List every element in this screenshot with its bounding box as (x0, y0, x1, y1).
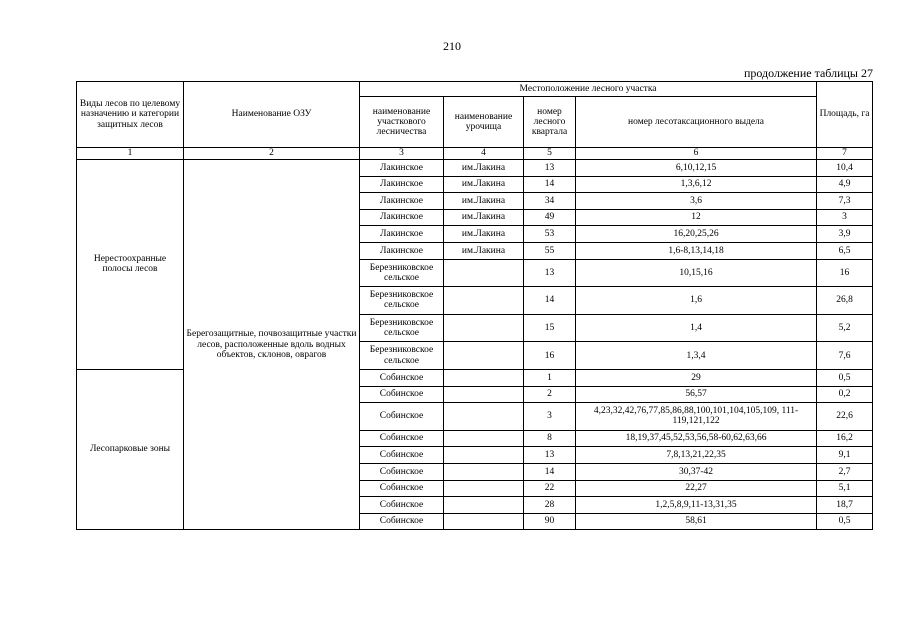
quarter-cell: 49 (524, 209, 576, 226)
tract-cell (444, 480, 524, 497)
plots-cell: 4,23,32,42,76,77,85,86,88,100,101,104,105,109, 111-119,121,122 (576, 403, 817, 431)
quarter-cell: 34 (524, 193, 576, 210)
area-cell: 16,2 (817, 430, 873, 447)
tract-cell (444, 430, 524, 447)
tract-cell (444, 342, 524, 370)
header-plots: номер лесотаксационного выдела (576, 97, 817, 148)
plots-cell: 29 (576, 369, 817, 386)
area-cell: 5,2 (817, 314, 873, 342)
area-cell: 2,7 (817, 463, 873, 480)
area-cell: 6,5 (817, 242, 873, 259)
quarter-cell: 13 (524, 447, 576, 464)
tract-cell: им.Лакина (444, 226, 524, 243)
area-cell: 9,1 (817, 447, 873, 464)
header-location-group: Местоположение лесного участка (360, 82, 817, 97)
forestry-cell: Собинское (360, 386, 444, 403)
table-row (77, 160, 873, 177)
column-number: 6 (576, 148, 817, 160)
page-number: 210 (443, 39, 461, 53)
area-cell: 3 (817, 209, 873, 226)
area-cell: 10,4 (817, 160, 873, 177)
quarter-cell: 22 (524, 480, 576, 497)
column-number: 2 (184, 148, 360, 160)
area-cell: 3,9 (817, 226, 873, 243)
plots-cell: 1,4 (576, 314, 817, 342)
column-number: 4 (444, 148, 524, 160)
column-number: 1 (77, 148, 184, 160)
column-number: 3 (360, 148, 444, 160)
tract-cell: им.Лакина (444, 160, 524, 177)
quarter-cell: 16 (524, 342, 576, 370)
column-number: 5 (524, 148, 576, 160)
area-cell: 26,8 (817, 287, 873, 315)
plots-cell: 7,8,13,21,22,35 (576, 447, 817, 464)
forestry-cell: Собинское (360, 497, 444, 514)
tract-cell: им.Лакина (444, 242, 524, 259)
quarter-cell: 53 (524, 226, 576, 243)
header-area: Площадь, га (817, 82, 873, 148)
plots-cell: 1,3,6,12 (576, 176, 817, 193)
forestry-cell: Лакинское (360, 209, 444, 226)
column-number: 7 (817, 148, 873, 160)
plots-cell: 1,6-8,13,14,18 (576, 242, 817, 259)
area-cell: 4,9 (817, 176, 873, 193)
area-cell: 5,1 (817, 480, 873, 497)
quarter-cell: 3 (524, 403, 576, 431)
quarter-cell: 1 (524, 369, 576, 386)
quarter-cell: 2 (524, 386, 576, 403)
forestry-cell: Собинское (360, 463, 444, 480)
plots-cell: 1,3,4 (576, 342, 817, 370)
forestry-cell: Березниковское сельское (360, 342, 444, 370)
forestry-cell: Собинское (360, 403, 444, 431)
tract-cell (444, 447, 524, 464)
plots-cell: 56,57 (576, 386, 817, 403)
plots-cell: 3,6 (576, 193, 817, 210)
quarter-cell: 15 (524, 314, 576, 342)
header-forest-type: Виды лесов по целевому назначению и категории защитных лесов (77, 82, 184, 148)
quarter-cell: 8 (524, 430, 576, 447)
tract-cell (444, 403, 524, 431)
plots-cell: 10,15,16 (576, 259, 817, 287)
ozu-name-cell: Берегозащитные, почвозащитные участки лесов, расположенные вдоль водных объектов, склонов, оврагов (184, 160, 360, 530)
forestry-cell: Лакинское (360, 176, 444, 193)
forest-table (76, 81, 873, 530)
plots-cell: 22,27 (576, 480, 817, 497)
tract-cell (444, 386, 524, 403)
area-cell: 7,3 (817, 193, 873, 210)
quarter-cell: 13 (524, 259, 576, 287)
forestry-cell: Собинское (360, 480, 444, 497)
quarter-cell: 14 (524, 463, 576, 480)
forestry-cell: Березниковское сельское (360, 314, 444, 342)
forestry-cell: Лакинское (360, 242, 444, 259)
continuation-label: продолжение таблицы 27 (743, 66, 873, 80)
area-cell: 22,6 (817, 403, 873, 431)
area-cell: 16 (817, 259, 873, 287)
tract-cell: им.Лакина (444, 209, 524, 226)
quarter-cell: 55 (524, 242, 576, 259)
plots-cell: 30,37-42 (576, 463, 817, 480)
tract-cell (444, 314, 524, 342)
plots-cell: 1,2,5,8,9,11-13,31,35 (576, 497, 817, 514)
forestry-cell: Собинское (360, 430, 444, 447)
tract-cell (444, 513, 524, 530)
quarter-cell: 13 (524, 160, 576, 177)
tract-cell (444, 463, 524, 480)
quarter-cell: 28 (524, 497, 576, 514)
plots-cell: 6,10,12,15 (576, 160, 817, 177)
forestry-cell: Собинское (360, 447, 444, 464)
forestry-cell: Березниковское сельское (360, 287, 444, 315)
tract-cell: им.Лакина (444, 193, 524, 210)
quarter-cell: 14 (524, 176, 576, 193)
category-cell: Лесопарковые зоны (77, 369, 184, 529)
forestry-cell: Лакинское (360, 226, 444, 243)
plots-cell: 18,19,37,45,52,53,56,58-60,62,63,66 (576, 430, 817, 447)
header-forestry: наименование участкового лесничества (360, 97, 444, 148)
area-cell: 0,2 (817, 386, 873, 403)
header-quarter: номер лесного квартала (524, 97, 576, 148)
area-cell: 0,5 (817, 369, 873, 386)
tract-cell (444, 259, 524, 287)
plots-cell: 1,6 (576, 287, 817, 315)
plots-cell: 58,61 (576, 513, 817, 530)
header-ozu-name: Наименование ОЗУ (184, 82, 360, 148)
forestry-cell: Собинское (360, 369, 444, 386)
area-cell: 0,5 (817, 513, 873, 530)
header-tract: наименование урочища (444, 97, 524, 148)
tract-cell (444, 369, 524, 386)
category-cell: Нерестоохранные полосы лесов (77, 160, 184, 370)
area-cell: 7,6 (817, 342, 873, 370)
forestry-cell: Лакинское (360, 193, 444, 210)
tract-cell: им.Лакина (444, 176, 524, 193)
plots-cell: 12 (576, 209, 817, 226)
area-cell: 18,7 (817, 497, 873, 514)
tract-cell (444, 287, 524, 315)
quarter-cell: 90 (524, 513, 576, 530)
forestry-cell: Собинское (360, 513, 444, 530)
quarter-cell: 14 (524, 287, 576, 315)
forestry-cell: Березниковское сельское (360, 259, 444, 287)
plots-cell: 16,20,25,26 (576, 226, 817, 243)
tract-cell (444, 497, 524, 514)
forestry-cell: Лакинское (360, 160, 444, 177)
